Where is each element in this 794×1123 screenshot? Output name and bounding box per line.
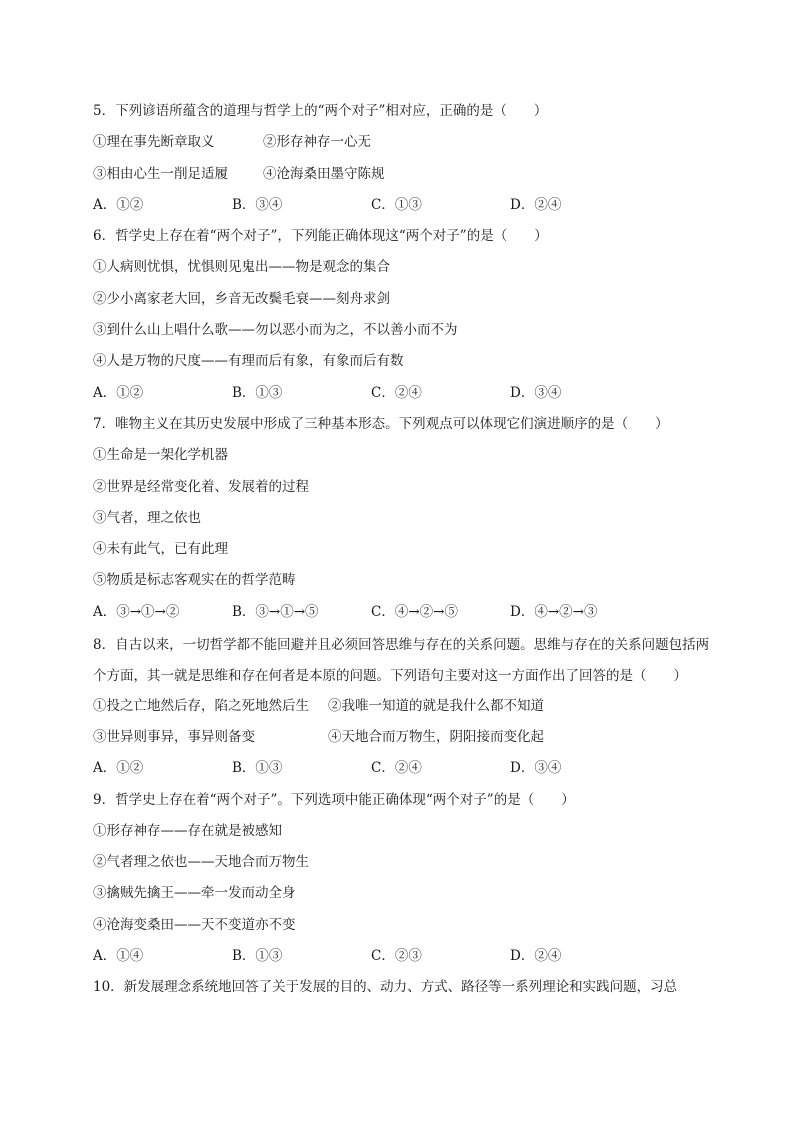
question-8-items-row-2 xyxy=(93,724,713,755)
question-8-choice-d[interactable]: D．③④ xyxy=(510,760,562,777)
question-9-stem: 9．哲学史上存在着“两个对子”。下列选项中能正确体现“两个对子”的是（ ） xyxy=(93,791,575,808)
question-8-stem: 8．自古以来，一切哲学都不能回避并且必须回答思维与存在的关系问题。思维与存在的关系问题包括两个方面，其一就是思维和存在何者是本原的问题。下列语句主要对这一方面作出了回答的是（ ） xyxy=(93,637,710,685)
question-7-item-5: ⑤物质是标志客观实在的哲学范畴 xyxy=(93,572,296,589)
question-9-item-4: ④沧海变桑田——天不变道亦不变 xyxy=(93,916,296,933)
question-7-choices xyxy=(93,599,713,630)
question-9-choice-c[interactable]: C．②③ xyxy=(371,948,422,965)
question-5-choice-c[interactable]: C．①③ xyxy=(371,196,422,213)
question-6-choice-b[interactable]: B．①③ xyxy=(232,384,283,401)
question-7-choice-b[interactable]: B．③→①→⑤ xyxy=(232,603,319,620)
question-6-choices xyxy=(93,380,713,411)
question-8-item-4: ④天地合而万物生，阴阳接而变化起 xyxy=(328,728,544,745)
question-8-choice-b[interactable]: B．①③ xyxy=(232,760,283,777)
question-6-stem: 6．哲学史上存在着“两个对子”，下列能正确体现这“两个对子”的是（ ） xyxy=(93,228,548,245)
question-7-item-3: ③气者，理之依也 xyxy=(93,509,201,526)
question-9-choice-b[interactable]: B．①③ xyxy=(232,948,283,965)
question-7-choice-c[interactable]: C．④→②→⑤ xyxy=(371,603,458,620)
question-7-item-1: ①生命是一架化学机器 xyxy=(93,447,228,464)
question-5-choice-d[interactable]: D．②④ xyxy=(510,196,562,213)
question-9-choice-a[interactable]: A．①④ xyxy=(93,948,144,965)
question-8-item-2: ②我唯一知道的就是我什么都不知道 xyxy=(328,697,544,714)
question-5-item-4: ④沧海桑田墨守陈规 xyxy=(263,165,385,182)
question-5-item-3: ③相由心生一削足适履 xyxy=(93,165,228,182)
question-8-choice-a[interactable]: A．①② xyxy=(93,760,144,777)
question-5-item-1: ①理在事先断章取义 xyxy=(93,134,215,151)
question-7-choice-d[interactable]: D．④→②→③ xyxy=(510,603,598,620)
question-7-item-2: ②世界是经常变化着、发展着的过程 xyxy=(93,478,309,495)
question-6-choice-a[interactable]: A．①② xyxy=(93,384,144,401)
question-6-item-2: ②少小离家老大回，乡音无改鬓毛衰——刻舟求剑 xyxy=(93,290,390,307)
question-5-stem: 5．下列谚语所蕴含的道理与哲学上的“两个对子”相对应，正确的是（ ） xyxy=(93,103,548,119)
question-9-item-2: ②气者理之依也——天地合而万物生 xyxy=(93,854,309,871)
question-7-choice-a[interactable]: A．③→①→② xyxy=(93,603,180,620)
question-7-item-4: ④未有此气，已有此理 xyxy=(93,541,228,558)
question-5-items-row-2 xyxy=(93,161,713,192)
question-5-choices xyxy=(93,192,713,223)
question-9-item-1: ①形存神存——存在就是被感知 xyxy=(93,822,282,839)
question-9-item-3: ③擒贼先擒王——牵一发而动全身 xyxy=(93,885,296,902)
question-10-stem: 10．新发展理念系统地回答了关于发展的目的、动力、方式、路径等一系列理论和实践问题，习总 xyxy=(93,979,678,996)
question-6-item-3: ③到什么山上唱什么歌——勿以恶小而为之，不以善小而不为 xyxy=(93,322,458,339)
question-9-choices xyxy=(93,943,713,974)
question-6-item-1: ①人病则忧惧，忧惧则见鬼出——物是观念的集合 xyxy=(93,259,390,276)
question-9-choice-d[interactable]: D．②④ xyxy=(510,948,562,965)
question-6-choice-c[interactable]: C．②④ xyxy=(371,384,422,401)
question-5-choice-b[interactable]: B．③④ xyxy=(232,196,283,213)
question-5-items-row-1 xyxy=(93,129,713,160)
question-8-items-row-1 xyxy=(93,693,713,724)
question-8-item-3: ③世异则事异，事异则备变 xyxy=(93,728,255,745)
question-6-item-4: ④人是万物的尺度——有理而后有象，有象而后有数 xyxy=(93,353,404,370)
question-8-choice-c[interactable]: C．②④ xyxy=(371,760,422,777)
document-page xyxy=(93,98,713,1006)
question-6-choice-d[interactable]: D．③④ xyxy=(510,384,562,401)
question-5-item-2: ②形存神存一心无 xyxy=(263,134,371,151)
question-7-stem: 7．唯物主义在其历史发展中形成了三种基本形态。下列观点可以体现它们演进顺序的是（ ） xyxy=(93,415,669,432)
question-8-item-1: ①投之亡地然后存，陷之死地然后生 xyxy=(93,697,309,714)
question-8-choices xyxy=(93,755,713,786)
question-5-choice-a[interactable]: A．①② xyxy=(93,196,144,213)
